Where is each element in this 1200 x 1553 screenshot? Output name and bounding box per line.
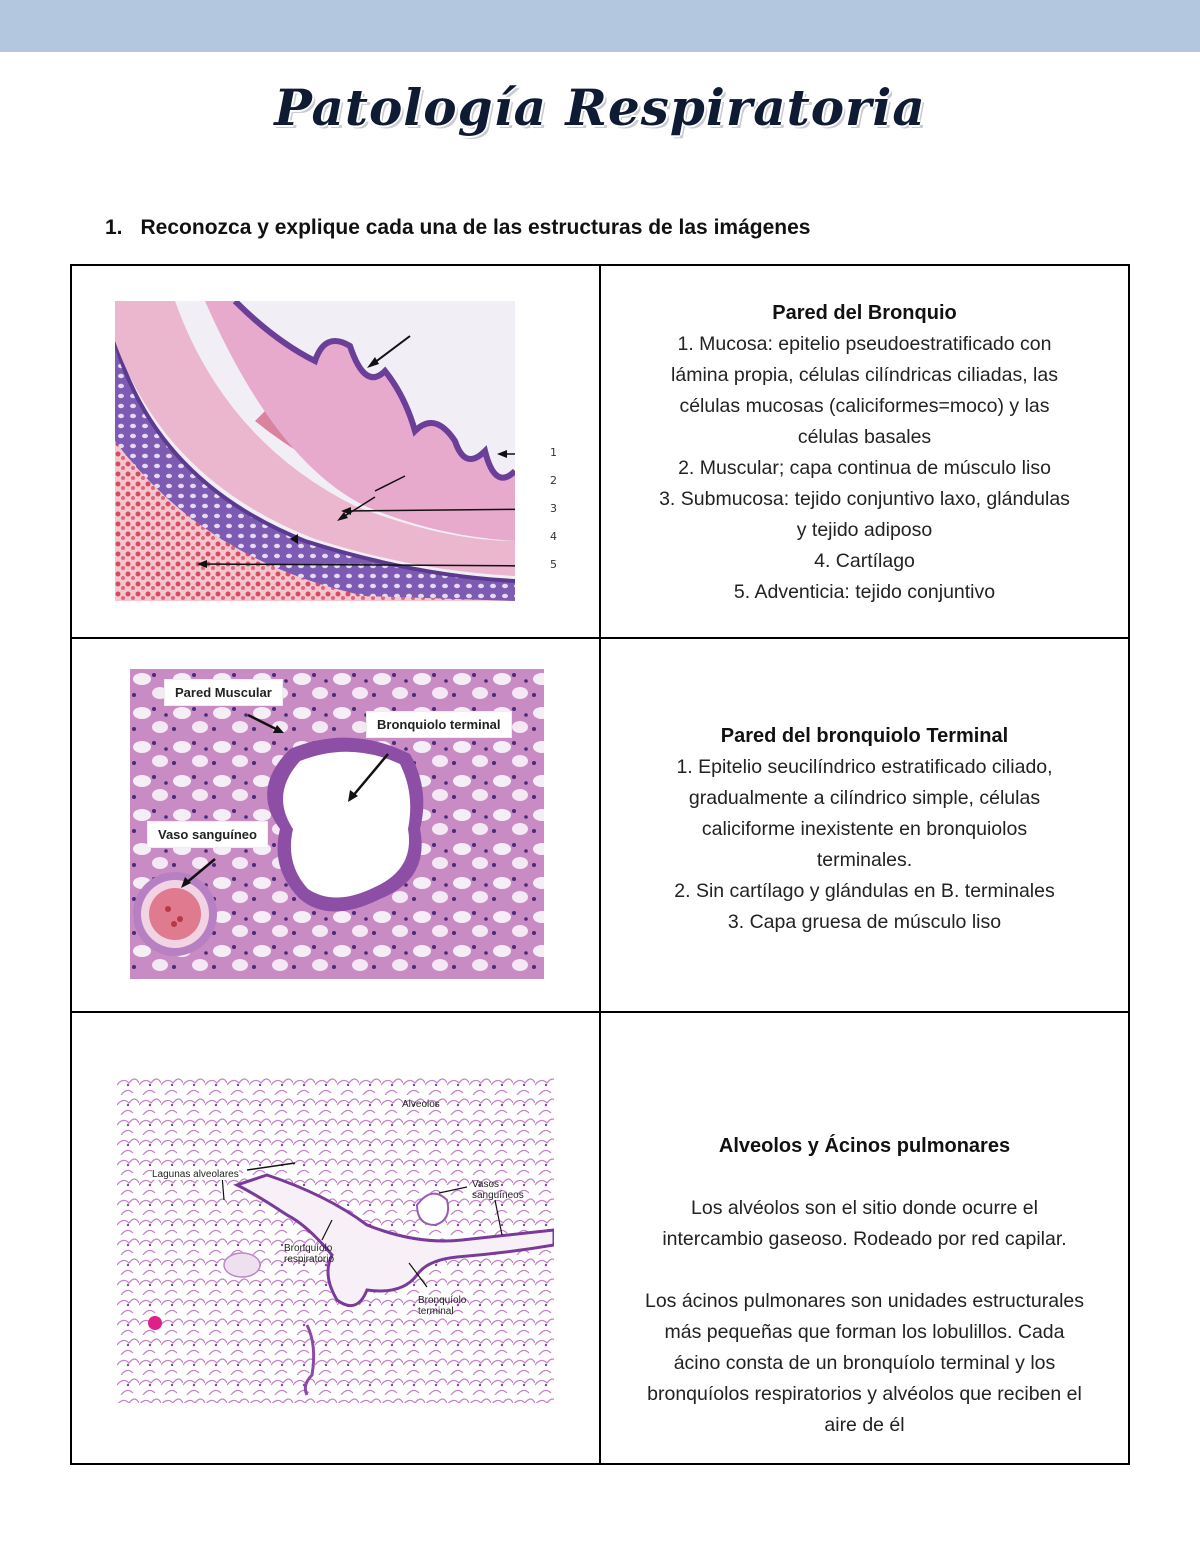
list-item: 4. Cartílago [814, 550, 915, 572]
alveoli-description [611, 1131, 1118, 1441]
label-pared-muscular: Pared Muscular [164, 679, 283, 706]
text-cell-alveoli [600, 1012, 1129, 1464]
question-number: 1. [105, 216, 123, 239]
bronchus-label-3: 3 [550, 502, 557, 515]
list-item: terminales. [816, 849, 913, 871]
list-item: 3. Submucosa: tejido conjuntivo laxo, glándulas [659, 488, 1070, 510]
list-item: 1. Epitelio seucilíndrico estratificado ciliado, [676, 756, 1053, 778]
bronchus-label-1: 1 [550, 446, 557, 459]
paragraph-line: intercambio gaseoso. Rodeado por red capilar. [662, 1228, 1067, 1250]
list-item: 1. Mucosa: epitelio pseudoestratificado con [677, 333, 1052, 355]
content-table [70, 264, 1130, 1465]
list-item: 2. Muscular; capa continua de músculo liso [678, 457, 1051, 479]
label-bronquiolo-terminal: Bronquíolo terminal [418, 1295, 467, 1317]
list-item: 2. Sin cartílago y glándulas en B. terminales [674, 880, 1055, 902]
label-lagunas-alveolares: Lagunas alveolares [152, 1169, 239, 1180]
label-bronquiolo-respiratorio: Bronquíolo respiratorio [284, 1243, 335, 1265]
text-cell-bronchus [600, 265, 1129, 638]
header-bar [0, 0, 1200, 52]
list-item: y tejido adiposo [796, 519, 933, 541]
table-row [71, 265, 1129, 638]
paragraph-line: Los alvéolos son el sitio donde ocurre el [691, 1197, 1038, 1219]
image-cell-bronchus [71, 265, 600, 638]
bronchus-label-2: 2 [550, 474, 557, 487]
list-item: células basales [797, 426, 932, 448]
alveoli-micrograph [117, 1075, 554, 1403]
list-item: células mucosas (caliciformes=moco) y las [679, 395, 1050, 417]
paragraph-line: bronquíolos respiratorios y alvéolos que reciben el [647, 1383, 1082, 1405]
list-item: caliciforme inexistente en bronquiolos [701, 818, 1028, 840]
list-item: gradualmente a cilíndrico simple, células [688, 787, 1041, 809]
label-alveolos: Alveolos [402, 1099, 440, 1110]
question-line [105, 216, 810, 240]
paragraph-line: aire de él [824, 1414, 905, 1436]
label-vasos-sanguineos: Vasos sanguíneos [472, 1179, 524, 1201]
bronchus-micrograph [115, 301, 515, 601]
alveoli-heading: Alveolos y Ácinos pulmonares [718, 1135, 1011, 1157]
bronchiole-heading: Pared del bronquiolo Terminal [720, 725, 1009, 747]
list-item: 5. Adventicia: tejido conjuntivo [733, 581, 996, 603]
image-cell-alveoli [71, 1012, 600, 1464]
bronchus-description [611, 298, 1118, 608]
bronchiole-description [611, 721, 1118, 938]
paragraph-line: más pequeñas que forman los lobulillos. Cada [664, 1321, 1065, 1343]
image-cell-bronchiole [71, 638, 600, 1012]
label-bronquiolo-terminal: Bronquiolo terminal [366, 711, 512, 738]
document-title: Patología Respiratoria [274, 78, 926, 137]
label-vaso-sanguineo: Vaso sanguíneo [147, 821, 268, 848]
list-item: 3. Capa gruesa de músculo liso [727, 911, 1002, 933]
bronchus-label-4: 4 [550, 530, 557, 543]
text-cell-bronchiole [600, 638, 1129, 1012]
paragraph-line: ácino consta de un bronquíolo terminal y los [673, 1352, 1056, 1374]
paragraph-line: Los ácinos pulmonares son unidades estructurales [644, 1290, 1084, 1312]
bronchus-heading: Pared del Bronquio [772, 302, 957, 324]
table-row [71, 638, 1129, 1012]
question-text: Reconozca y explique cada una de las estructuras de las imágenes [140, 216, 811, 239]
bronchus-label-5: 5 [550, 558, 557, 571]
table-row [71, 1012, 1129, 1464]
list-item: lámina propia, células cilíndricas ciliadas, las [671, 364, 1058, 386]
